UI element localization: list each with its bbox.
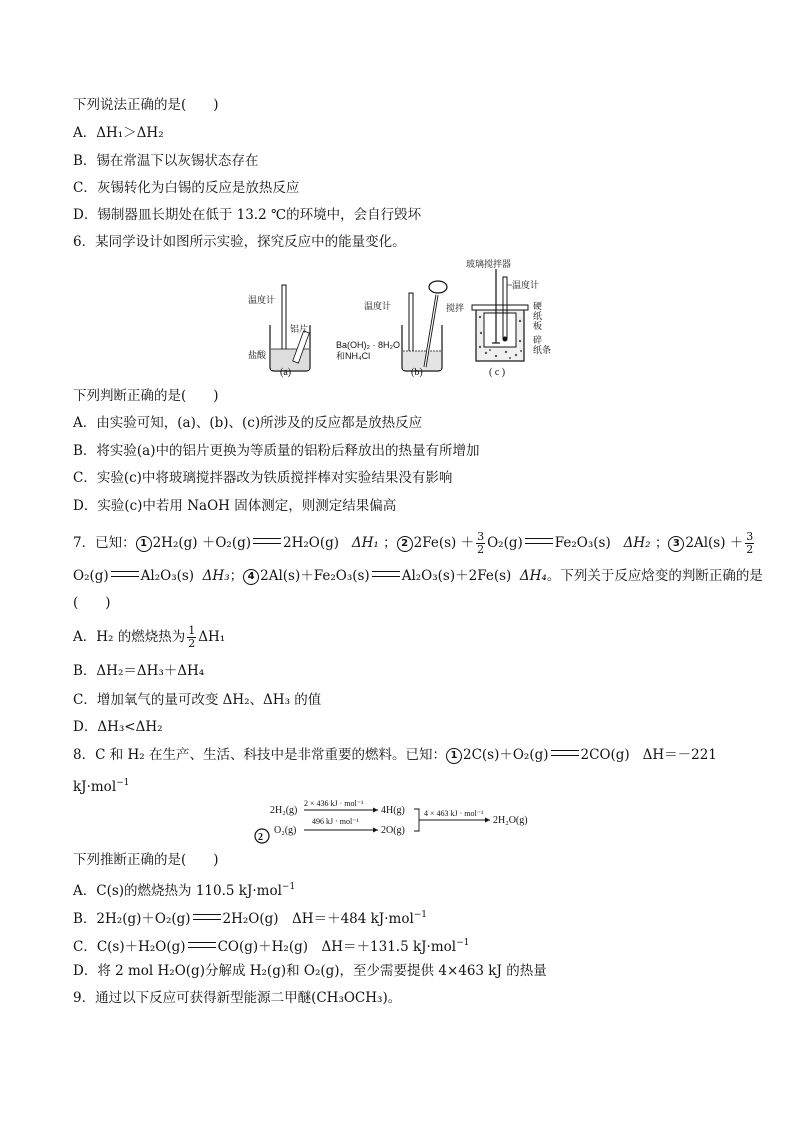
q6-question: 下列判断正确的是( ) (73, 388, 219, 404)
equals-sign (253, 538, 281, 544)
circled-three: 3 (668, 536, 684, 552)
diagram-h-atom: 4H(g) (381, 805, 405, 816)
figure-a (248, 285, 310, 378)
fraction-three-halves: $\frac{3}{2}$ (477, 530, 485, 556)
fraction-one-half: $\frac{1}{2}$ (188, 624, 196, 650)
fraction-three-halves: $\frac{3}{2}$ (746, 530, 754, 556)
q5-option-d: D．锡制器皿长期处在低于 13.2 ℃的环境中，会自行毁坏 (73, 207, 422, 223)
diagram-product: 2H₂O(g) (493, 815, 528, 826)
diagram-o-atom: 2O(g) (381, 825, 405, 836)
q8-stem-line-1: 8．C 和 H₂ 在生产、生活、科技中是非常重要的燃料。已知： 1 2C(s)＋O₂(g) 2CO(g) ΔH＝－221 (73, 747, 717, 763)
fig-c-thermometer-label: 温度计 (512, 280, 540, 290)
fig-b-stir-label: 搅拌 (446, 303, 465, 313)
fig-c-board-3: 板 (533, 321, 543, 331)
q8-bond-energy-diagram (250, 796, 550, 846)
diagram-bond-energy: 4 × 463 kJ · mol⁻¹ (424, 809, 484, 818)
q6-experiment-figure (240, 255, 560, 380)
equals-sign (372, 571, 400, 577)
fig-c-strip-2: 纸条 (533, 345, 552, 355)
q5-option-b: B．锡在常温下以灰锡状态存在 (73, 153, 259, 169)
diagram-o2-energy: 496 kJ · mol⁻¹ (312, 817, 359, 826)
q8-stem-line-2: kJ·mol$^{-1}$ (73, 778, 130, 795)
fig-c-board-2: 纸 (533, 311, 543, 321)
q8-option-d: D．将 2 mol H₂O(g)分解成 H₂(g)和 O₂(g)，至少需要提供 4×463 kJ 的热量 (73, 963, 547, 979)
diagram-circled-two: 2 (258, 832, 263, 843)
q7-stem-line-2: O₂(g) Al₂O₃(s) ΔH₃； 4 2Al(s)＋Fe₂O₃(s) Al₂O₃(s)＋2Fe(s) ΔH₄。下列关于反应焓变的判断正确的是 (73, 568, 763, 584)
fig-b-caption: (b) (411, 367, 423, 378)
equals-sign (111, 571, 139, 577)
q8-option-a: A．C(s)的燃烧热为 110.5 kJ·mol$^{-1}$ (73, 882, 296, 899)
q5-option-a: A．ΔH₁＞ΔH₂ (73, 125, 164, 141)
diagram-h2: 2H₂(g) (270, 805, 298, 816)
diagram-h2-energy: 2 × 436 kJ · mol⁻¹ (304, 799, 364, 808)
q5-option-c: C．灰锡转化为白锡的反应是放热反应 (73, 180, 300, 196)
diagram-o2: O₂(g) (274, 825, 297, 836)
equals-sign (193, 914, 221, 920)
q7-option-a: A．H₂ 的燃烧热为 $\frac{1}{2}$ ΔH₁ (73, 624, 226, 650)
equals-sign (188, 942, 216, 948)
q7-option-b: B．ΔH₂＝ΔH₃＋ΔH₄ (73, 663, 205, 679)
circled-four: 4 (243, 569, 259, 585)
q6-stem: 6．某同学设计如图所示实验，探究反应中的能量变化。 (73, 234, 406, 250)
fig-a-thermometer-label: 温度计 (248, 295, 276, 305)
figure-c (466, 258, 551, 378)
circled-one: 1 (446, 748, 462, 764)
q6-option-d: D．实验(c)中若用 NaOH 固体测定，则测定结果偏高 (73, 498, 397, 514)
circled-two: 2 (397, 536, 413, 552)
q7-option-d: D．ΔH₃<ΔH₂ (73, 719, 163, 735)
q7-option-c: C．增加氧气的量可改变 ΔH₂、ΔH₃ 的值 (73, 692, 322, 708)
fig-b-reagent-2: 和NH₄Cl (336, 351, 371, 361)
equals-sign (525, 538, 553, 544)
fig-a-caption: (a) (280, 367, 292, 378)
circled-one: 1 (136, 536, 152, 552)
q6-option-b: B．将实验(a)中的铝片更换为等质量的铝粉后释放出的热量有所增加 (73, 443, 480, 459)
fig-c-board-1: 硬 (533, 301, 543, 311)
fig-c-caption: ( c ) (489, 367, 506, 378)
q7-stem-line-1: 7．已知： 1 2H₂(g) ＋O₂(g) 2H₂O(g) ΔH₁ ； 2 2Fe(s) ＋ $\frac{3}{2}$ O₂(g) Fe₂O₃(s) ΔH₂ ； 3 2Al(s) ＋ $\frac{3}{2}$ (73, 530, 754, 556)
q6-option-c: C．实验(c)中将玻璃搅拌器改为铁质搅拌棒对实验结果没有影响 (73, 470, 453, 486)
q9-stem: 9．通过以下反应可获得新型能源二甲醚(CH₃OCH₃)。 (73, 990, 402, 1006)
q5-question: 下列说法正确的是( ) (73, 97, 219, 113)
q8-question: 下列推断正确的是( ) (73, 852, 219, 868)
fig-c-strip-1: 碎 (533, 335, 543, 345)
figure-b (336, 281, 464, 378)
fig-c-stirrer-label: 玻璃搅拌器 (466, 259, 512, 269)
q8-option-c: C．C(s)＋H₂O(g) CO(g)＋H₂(g) ΔH＝＋131.5 kJ·mol$^{-1}$ (73, 938, 470, 955)
fig-a-aluminum-label: 铝片 (290, 324, 309, 334)
fig-b-reagent-1: Ba(OH)₂ · 8H₂O (336, 340, 400, 350)
q7-answer-paren: ( ) (73, 595, 111, 611)
fig-b-thermometer-label: 温度计 (364, 301, 392, 311)
fig-a-acid-label: 盐酸 (248, 350, 267, 360)
equals-sign (551, 750, 579, 756)
q8-option-b: B．2H₂(g)＋O₂(g) 2H₂O(g) ΔH＝＋484 kJ·mol$^{-1}$ (73, 910, 428, 927)
q6-option-a: A．由实验可知，(a)、(b)、(c)所涉及的反应都是放热反应 (73, 415, 423, 431)
